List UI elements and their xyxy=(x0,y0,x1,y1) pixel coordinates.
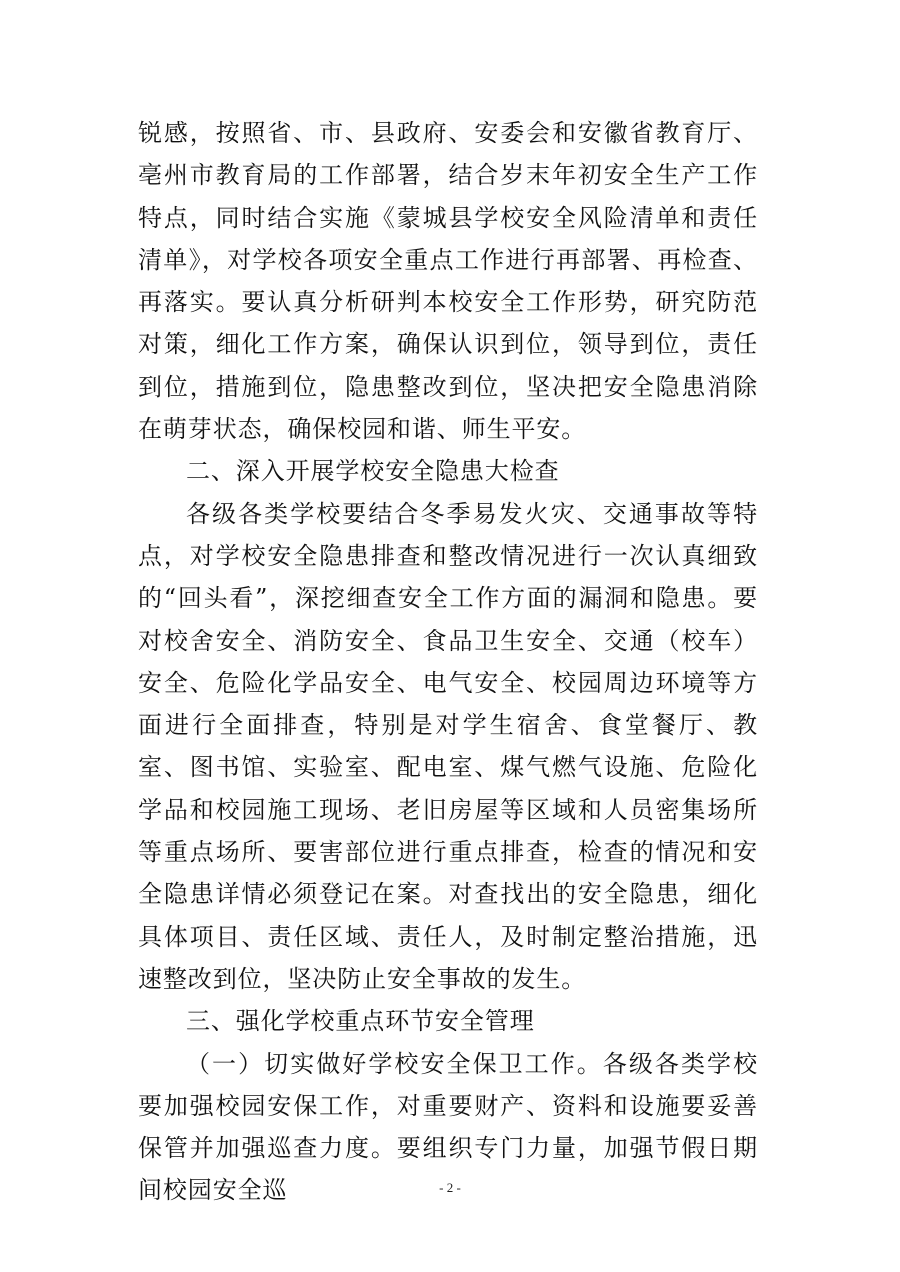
section-heading-2: 二、深入开展学校安全隐患大检查 xyxy=(186,457,560,486)
document-body xyxy=(138,112,758,1212)
paragraph-continuation: 锐感，按照省、市、县政府、安委会和安徽省教育厅、亳州市教育局的工作部署，结合岁末年初安全生产工作特点，同时结合实施《蒙城县学校安全风险清单和责任清单》，对学校各项安全重点工作进行再部署、再检查、再落实。要认真分析研判本校安全工作形势，研究防范对策，细化工作方案，确保认识到位，领导到位，责任到位，措施到位，隐患整改到位，坚决把安全隐患消除在萌芽状态，确保校园和谐、师生平安。 xyxy=(138,119,758,444)
section-heading-3: 三、强化学校重点环节安全管理 xyxy=(186,1007,535,1036)
paragraph-inspection: 各级各类学校要结合冬季易发火灾、交通事故等特点，对学校安全隐患排查和整改情况进行一次认真细致的“回头看”，深挖细查安全工作方面的漏洞和隐患。要对校舍安全、消防安全、食品卫生安全、交通（校车）安全、危险化学品安全、电气安全、校园周边环境等方面进行全面排查，特别是对学生宿舍、食堂餐厅、教室、图书馆、实验室、配电室、煤气燃气设施、危险化学品和校园施工现场、老旧房屋等区域和人员密集场所等重点场所、要害部位进行重点排查，检查的情况和安全隐患详情必须登记在案。对查找出的安全隐患，细化具体项目、责任区域、责任人，及时制定整治措施，迅速整改到位，坚决防止安全事故的发生。 xyxy=(138,499,758,993)
page-number: - 2 - xyxy=(439,1180,461,1195)
paragraph-security: （一）切实做好学校安全保卫工作。各级各类学校要加强校园安保工作，对重要财产、资料和设施要妥善保管并加强巡查力度。要组织专门力量，加强节假日期间校园安全巡 xyxy=(138,1049,758,1205)
